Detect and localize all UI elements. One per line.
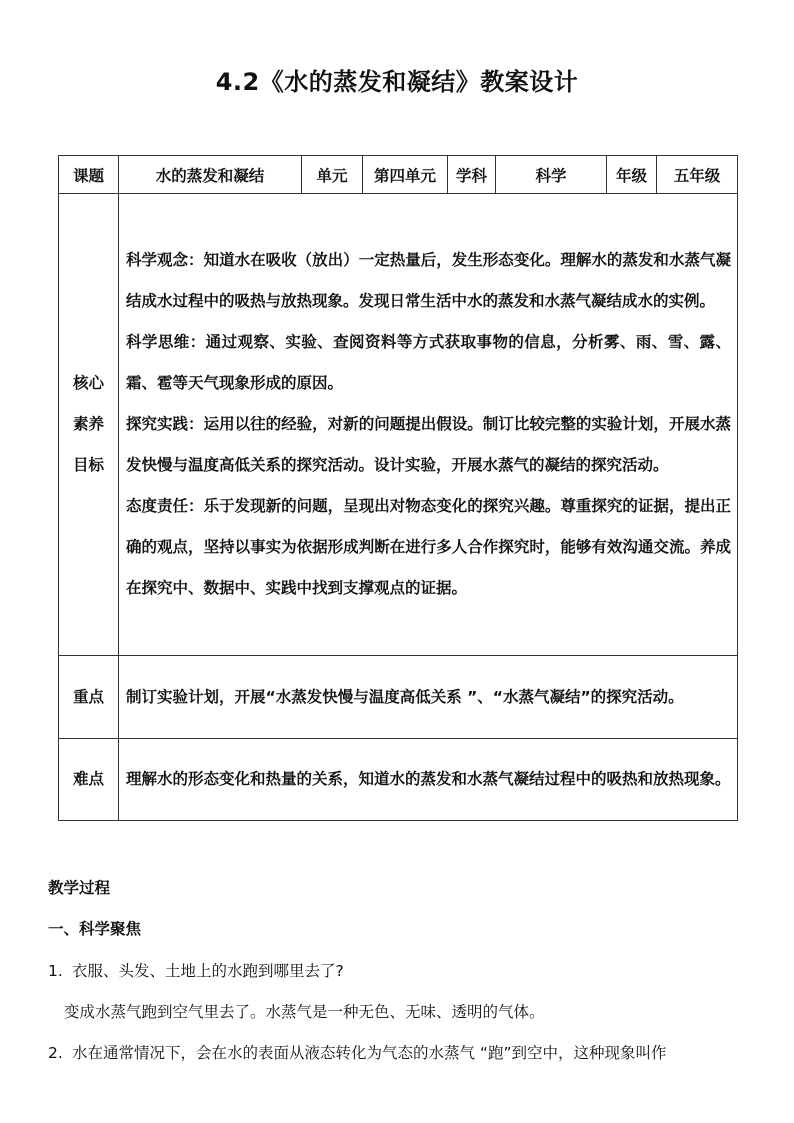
grade-value: 五年级 <box>657 156 738 194</box>
key-point-row <box>59 656 738 739</box>
goal-science-thinking: 科学思维：通过观察、实验、查阅资料等方式获取事物的信息，分析雾、雨、雪、露、霜、雹等天气现象形成的原因。 <box>126 333 731 392</box>
core-goals-label <box>59 194 119 656</box>
difficulty-row <box>59 739 738 821</box>
list-item <box>48 1041 748 1063</box>
subject-label: 学科 <box>448 156 496 194</box>
grade-label: 年级 <box>607 156 657 194</box>
key-point-label: 重点 <box>59 656 119 739</box>
topic-label: 课题 <box>59 156 119 194</box>
goal-inquiry-practice: 探究实践：运用以往的经验，对新的问题提出假设。制订比较完整的实验计划，开展水蒸发快慢与温度高低关系的探究活动。设计实验，开展水蒸气的凝结的探究活动。 <box>126 415 731 474</box>
item-text: 衣服、头发、土地上的水跑到哪里去了? <box>72 962 344 980</box>
unit-value: 第四单元 <box>363 156 448 194</box>
lesson-info-table <box>58 155 738 821</box>
subject-value: 科学 <box>496 156 607 194</box>
unit-label: 单元 <box>302 156 363 194</box>
item-number: 1. <box>48 962 63 980</box>
document-title: 4.2《水的蒸发和凝结》教案设计 <box>215 68 579 96</box>
topic-value: 水的蒸发和凝结 <box>119 156 302 194</box>
item-number: 2. <box>48 1044 63 1062</box>
core-label-line: 核心 <box>72 374 104 392</box>
core-label-line: 素养 <box>72 415 104 433</box>
teaching-process-heading: 教学过程 <box>48 879 111 897</box>
goal-science-concept: 科学观念：知道水在吸收（放出）一定热量后，发生形态变化。理解水的蒸发和水蒸气凝结成水过程中的吸热与放热现象。发现日常生活中水的蒸发和水蒸气凝结成水的实例。 <box>126 251 731 310</box>
item-text: 水在通常情况下，会在水的表面从液态转化为气态的水蒸气 “跑”到空中，这种现象叫作 <box>72 1044 667 1062</box>
core-goals-row <box>59 194 738 656</box>
key-point-text: 制订实验计划，开展“水蒸发快慢与温度高低关系 ”、“水蒸气凝结”的探究活动。 <box>126 687 684 706</box>
goal-attitude-responsibility: 态度责任：乐于发现新的问题，呈现出对物态变化的探究兴趣。尊重探究的证据，提出正确的观点，坚持以事实为依据形成判断在进行多人合作探究时，能够有效沟通交流。养成在探究中、数据中、实践中找到支撑观点的证据。 <box>126 497 731 597</box>
section-science-focus: 一、科学聚焦 <box>48 920 142 938</box>
difficulty-label: 难点 <box>59 739 119 821</box>
core-goals-content <box>119 194 738 656</box>
core-label-line: 目标 <box>72 456 104 474</box>
list-item <box>48 959 748 981</box>
table-header-row <box>59 156 738 194</box>
list-item-answer: 变成水蒸气跑到空气里去了。水蒸气是一种无色、无味、透明的气体。 <box>64 1003 545 1021</box>
difficulty-text: 理解水的形态变化和热量的关系，知道水的蒸发和水蒸气凝结过程中的吸热和放热现象。 <box>126 770 731 788</box>
